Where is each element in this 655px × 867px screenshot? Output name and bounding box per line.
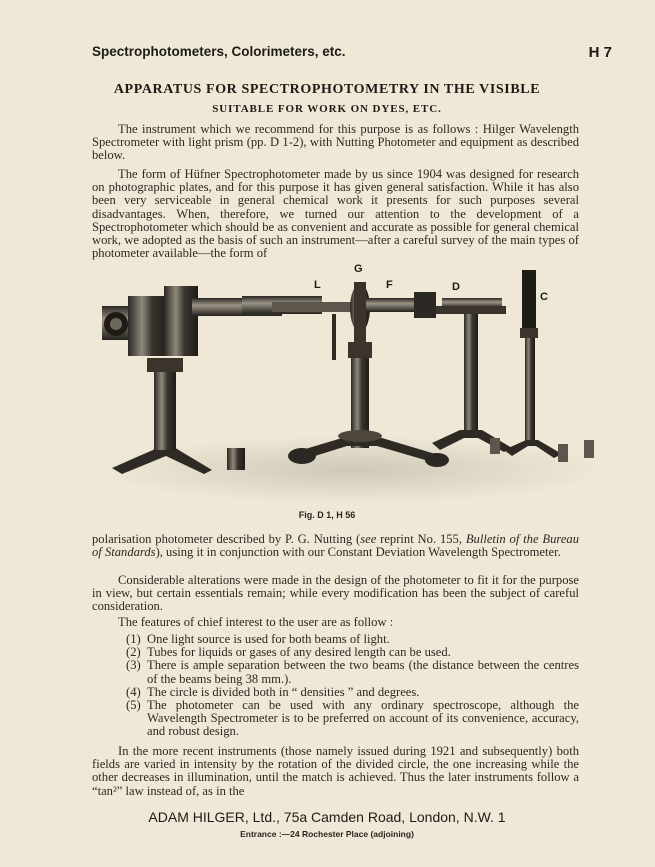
- page-subtitle: SUITABLE FOR WORK ON DYES, ETC.: [212, 103, 442, 115]
- page-title: APPARATUS FOR SPECTROPHOTOMETRY IN THE VISIBLE: [113, 82, 541, 97]
- list-item-number: (5): [126, 698, 141, 713]
- spectrophotometer-illustration: [92, 258, 612, 506]
- label-l: L: [314, 279, 321, 291]
- paragraph-features-intro: [92, 616, 579, 629]
- list-item-text: The photometer can be used with any ordinary spectroscope, although the Wavelength Spectrometer is to be preferred on account of its convenience, accuracy, and robust design.: [147, 698, 579, 739]
- paragraph-alterations-text: Considerable alterations were made in the design of the photometer to fit it for the purpose in view, but certain essentials remain; while every modification has been the subject of careful consideration.: [92, 573, 579, 614]
- list-item-number: (3): [126, 658, 141, 673]
- paragraph-hufner: [92, 168, 579, 260]
- list-item-number: (2): [126, 645, 141, 660]
- running-header: [92, 44, 612, 59]
- publisher-address: ADAM HILGER, Ltd., 75a Camden Road, London, N.W. 1: [148, 809, 506, 825]
- list-item: [126, 699, 579, 739]
- apparatus-figure: [92, 258, 612, 506]
- figure-caption: Fig. D 1, H 56: [298, 510, 356, 520]
- publisher-entrance: Entrance :—24 Rochester Place (adjoining): [240, 829, 414, 839]
- paragraph-nutting-start: polarisation photometer described by P. G. Nutting (: [92, 532, 361, 546]
- list-item-text: One light source is used for both beams of light.: [147, 632, 390, 646]
- paragraph-intro-text: The instrument which we recommend for this purpose is as follows : Hilger Wavelength Spectrometer with light prism (pp. D 1-2), with Nutting Photometer and equipment as described below.: [92, 122, 579, 163]
- paragraph-intro: [92, 123, 579, 163]
- list-item: [126, 659, 579, 685]
- absorption-tube-stand: [432, 298, 512, 454]
- paragraph-hufner-text: The form of Hüfner Spectrophotometer made by us since 1904 was designed for research on photographic plates, and for this purpose it has given general satisfaction. While it has also been very serviceable in general chemical work it presents for such purposes several disadvantages. When, therefore, we turned our attention to the development of a Spectrophotometer which should be as convenient and accurate as possible for general chemical work, we adopted as the basis of such an instrument—after a careful survey of the main types of photometer available—the form of: [92, 167, 579, 261]
- label-d: D: [452, 281, 460, 293]
- page-number: H 7: [588, 44, 612, 61]
- label-c: C: [540, 291, 548, 303]
- paragraph-recent-instruments: [92, 745, 579, 798]
- label-g: G: [354, 263, 363, 275]
- list-item-number: (4): [126, 684, 141, 699]
- paragraph-recent-instruments-text: In the more recent instruments (those namely issued during 1921 and subsequently) both fields are varied in intensity by the rotation of the divided circle, the one increasing while the other decreases in illumination, until the match is achieved. Thus the later instruments follow a “tan²” law instead of, as in the: [92, 744, 579, 798]
- paragraph-nutting-see: see: [360, 532, 377, 546]
- paragraph-alterations: [92, 574, 579, 614]
- paragraph-nutting-end: ), using it in conjunction with our Constant Deviation Wavelength Spectrometer.: [155, 545, 561, 560]
- section-title: Spectrophotometers, Colorimeters, etc.: [92, 44, 346, 59]
- eyepiece-stand: [504, 270, 594, 462]
- paragraph-nutting: [92, 533, 579, 559]
- paragraph-nutting-bulletin: Bulletin of the Bureau of Standards: [92, 532, 580, 560]
- label-f: F: [386, 279, 393, 291]
- paragraph-nutting-reprint: reprint No. 155,: [376, 532, 466, 546]
- list-item-text: Tubes for liquids or gases of any desired length can be used.: [147, 645, 451, 660]
- paragraph-features-intro-text: The features of chief interest to the user are as follow :: [118, 615, 394, 629]
- list-item-text: The circle is divided both in “ densities ” and degrees.: [147, 684, 420, 699]
- features-list: [126, 633, 579, 739]
- list-item-number: (1): [126, 632, 141, 646]
- list-item-text: There is ample separation between the two beams (the distance between the centres of the beams being 38 mm.).: [147, 658, 579, 686]
